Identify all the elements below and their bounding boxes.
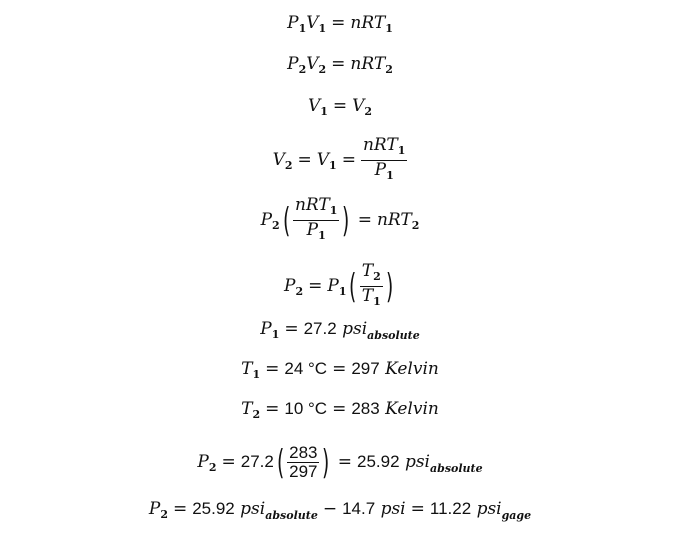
- subscript: 2: [385, 63, 393, 76]
- unit-subscript: absolute: [265, 509, 318, 522]
- subscript: 1: [385, 22, 393, 35]
- equation-equal-volumes: [0, 95, 680, 123]
- subscript: 1: [397, 144, 406, 157]
- fraction: [361, 136, 407, 185]
- symbol: P: [148, 499, 161, 519]
- symbol: P: [260, 319, 272, 339]
- operator: =: [337, 452, 352, 472]
- symbol: T: [241, 399, 253, 419]
- numerator: T: [361, 261, 374, 281]
- subscript: 1: [318, 229, 326, 242]
- subscript: 1: [329, 159, 337, 172]
- value: 24 °C: [284, 359, 328, 378]
- right-paren: ): [342, 200, 350, 241]
- unit-subscript: absolute: [430, 462, 483, 475]
- value: 27.2: [303, 319, 337, 338]
- subscript: 2: [208, 461, 217, 474]
- symbol: V: [307, 96, 321, 116]
- equation-initial-pressure: [0, 318, 680, 347]
- subscript: 1: [271, 328, 280, 341]
- left-paren: (: [349, 266, 357, 307]
- equation-volume-substitution: [0, 136, 680, 185]
- equation-pressure-substitution: [0, 196, 680, 245]
- equation-pressure-temperature-ratio: [0, 262, 680, 311]
- fraction: [360, 262, 383, 311]
- unit-subscript: absolute: [367, 329, 420, 342]
- symbol: P: [287, 13, 299, 33]
- equation-ideal-gas-state-2: [0, 53, 680, 81]
- subscript: 2: [364, 105, 373, 118]
- operator: =: [332, 359, 347, 379]
- symbol: P: [260, 210, 273, 230]
- equation-final-pressure-absolute: [0, 444, 680, 481]
- subscript: 1: [318, 22, 327, 35]
- unit: Kelvin: [385, 399, 439, 419]
- value: 11.22: [429, 499, 472, 518]
- subscript: 1: [329, 204, 338, 217]
- operator: =: [341, 150, 356, 170]
- symbol: nRT: [376, 210, 412, 230]
- value: 283: [351, 399, 380, 418]
- subscript: 2: [295, 285, 304, 298]
- operator: =: [221, 452, 236, 472]
- operator: =: [357, 210, 372, 230]
- equation-final-temperature: [0, 398, 680, 426]
- operator: =: [265, 359, 280, 379]
- fraction: [293, 196, 339, 245]
- numerator: nRT: [362, 135, 398, 155]
- operator: =: [284, 319, 299, 339]
- value: 25.92: [192, 499, 235, 518]
- symbol: V: [316, 150, 330, 170]
- operator: =: [332, 96, 348, 116]
- symbol: V: [352, 96, 365, 116]
- subscript: 2: [298, 63, 307, 76]
- symbol: V: [306, 54, 319, 74]
- subscript: 1: [252, 368, 261, 381]
- unit: Kelvin: [385, 359, 439, 379]
- equation-final-pressure-gage: [0, 498, 680, 527]
- subscript: 2: [411, 219, 420, 232]
- subscript: 2: [160, 508, 168, 521]
- subscript: 2: [373, 270, 381, 283]
- operator: =: [331, 13, 346, 33]
- symbol: P: [284, 276, 296, 296]
- unit-subscript: gage: [501, 509, 532, 522]
- unit: psi: [380, 499, 406, 519]
- subscript: 1: [338, 285, 347, 298]
- value: 27.2: [240, 452, 274, 471]
- left-paren: (: [282, 200, 290, 241]
- symbol: nRT: [350, 54, 386, 74]
- unit: psi: [476, 499, 502, 519]
- denominator: P: [306, 220, 319, 240]
- subscript: 1: [373, 295, 381, 308]
- symbol: nRT: [350, 13, 386, 33]
- symbol: P: [287, 54, 299, 74]
- subscript: 2: [272, 219, 280, 232]
- operator: =: [265, 399, 280, 419]
- subscript: 1: [298, 22, 307, 35]
- symbol: V: [272, 150, 285, 170]
- operator: =: [172, 499, 188, 519]
- value: 25.92: [357, 452, 400, 471]
- left-paren: (: [276, 442, 285, 483]
- operator: =: [297, 150, 312, 170]
- value: 14.7: [342, 499, 376, 518]
- operator: =: [308, 276, 323, 296]
- subscript: 1: [386, 169, 394, 182]
- unit: psi: [342, 319, 368, 339]
- denominator: 297: [289, 462, 318, 481]
- numerator: 283: [289, 443, 318, 462]
- symbol: P: [197, 452, 209, 472]
- value: 297: [351, 359, 380, 378]
- denominator: T: [361, 286, 374, 306]
- subscript: 2: [252, 408, 261, 421]
- equation-initial-temperature: [0, 358, 680, 386]
- subscript: 2: [318, 63, 327, 76]
- symbol: V: [306, 13, 319, 33]
- operator: =: [410, 499, 425, 519]
- fraction: [287, 444, 319, 481]
- subscript: 2: [284, 159, 293, 172]
- subscript: 1: [320, 105, 328, 118]
- operator: =: [332, 399, 347, 419]
- value: 10 °C: [284, 399, 328, 418]
- equation-ideal-gas-state-1: [0, 12, 680, 40]
- denominator: P: [374, 160, 387, 180]
- numerator: nRT: [294, 195, 330, 215]
- operator: =: [331, 54, 346, 74]
- operator: −: [322, 499, 338, 519]
- symbol: T: [241, 359, 253, 379]
- right-paren: ): [322, 442, 330, 483]
- unit: psi: [240, 499, 266, 519]
- right-paren: ): [385, 266, 394, 307]
- unit: psi: [404, 452, 430, 472]
- symbol: P: [327, 276, 339, 296]
